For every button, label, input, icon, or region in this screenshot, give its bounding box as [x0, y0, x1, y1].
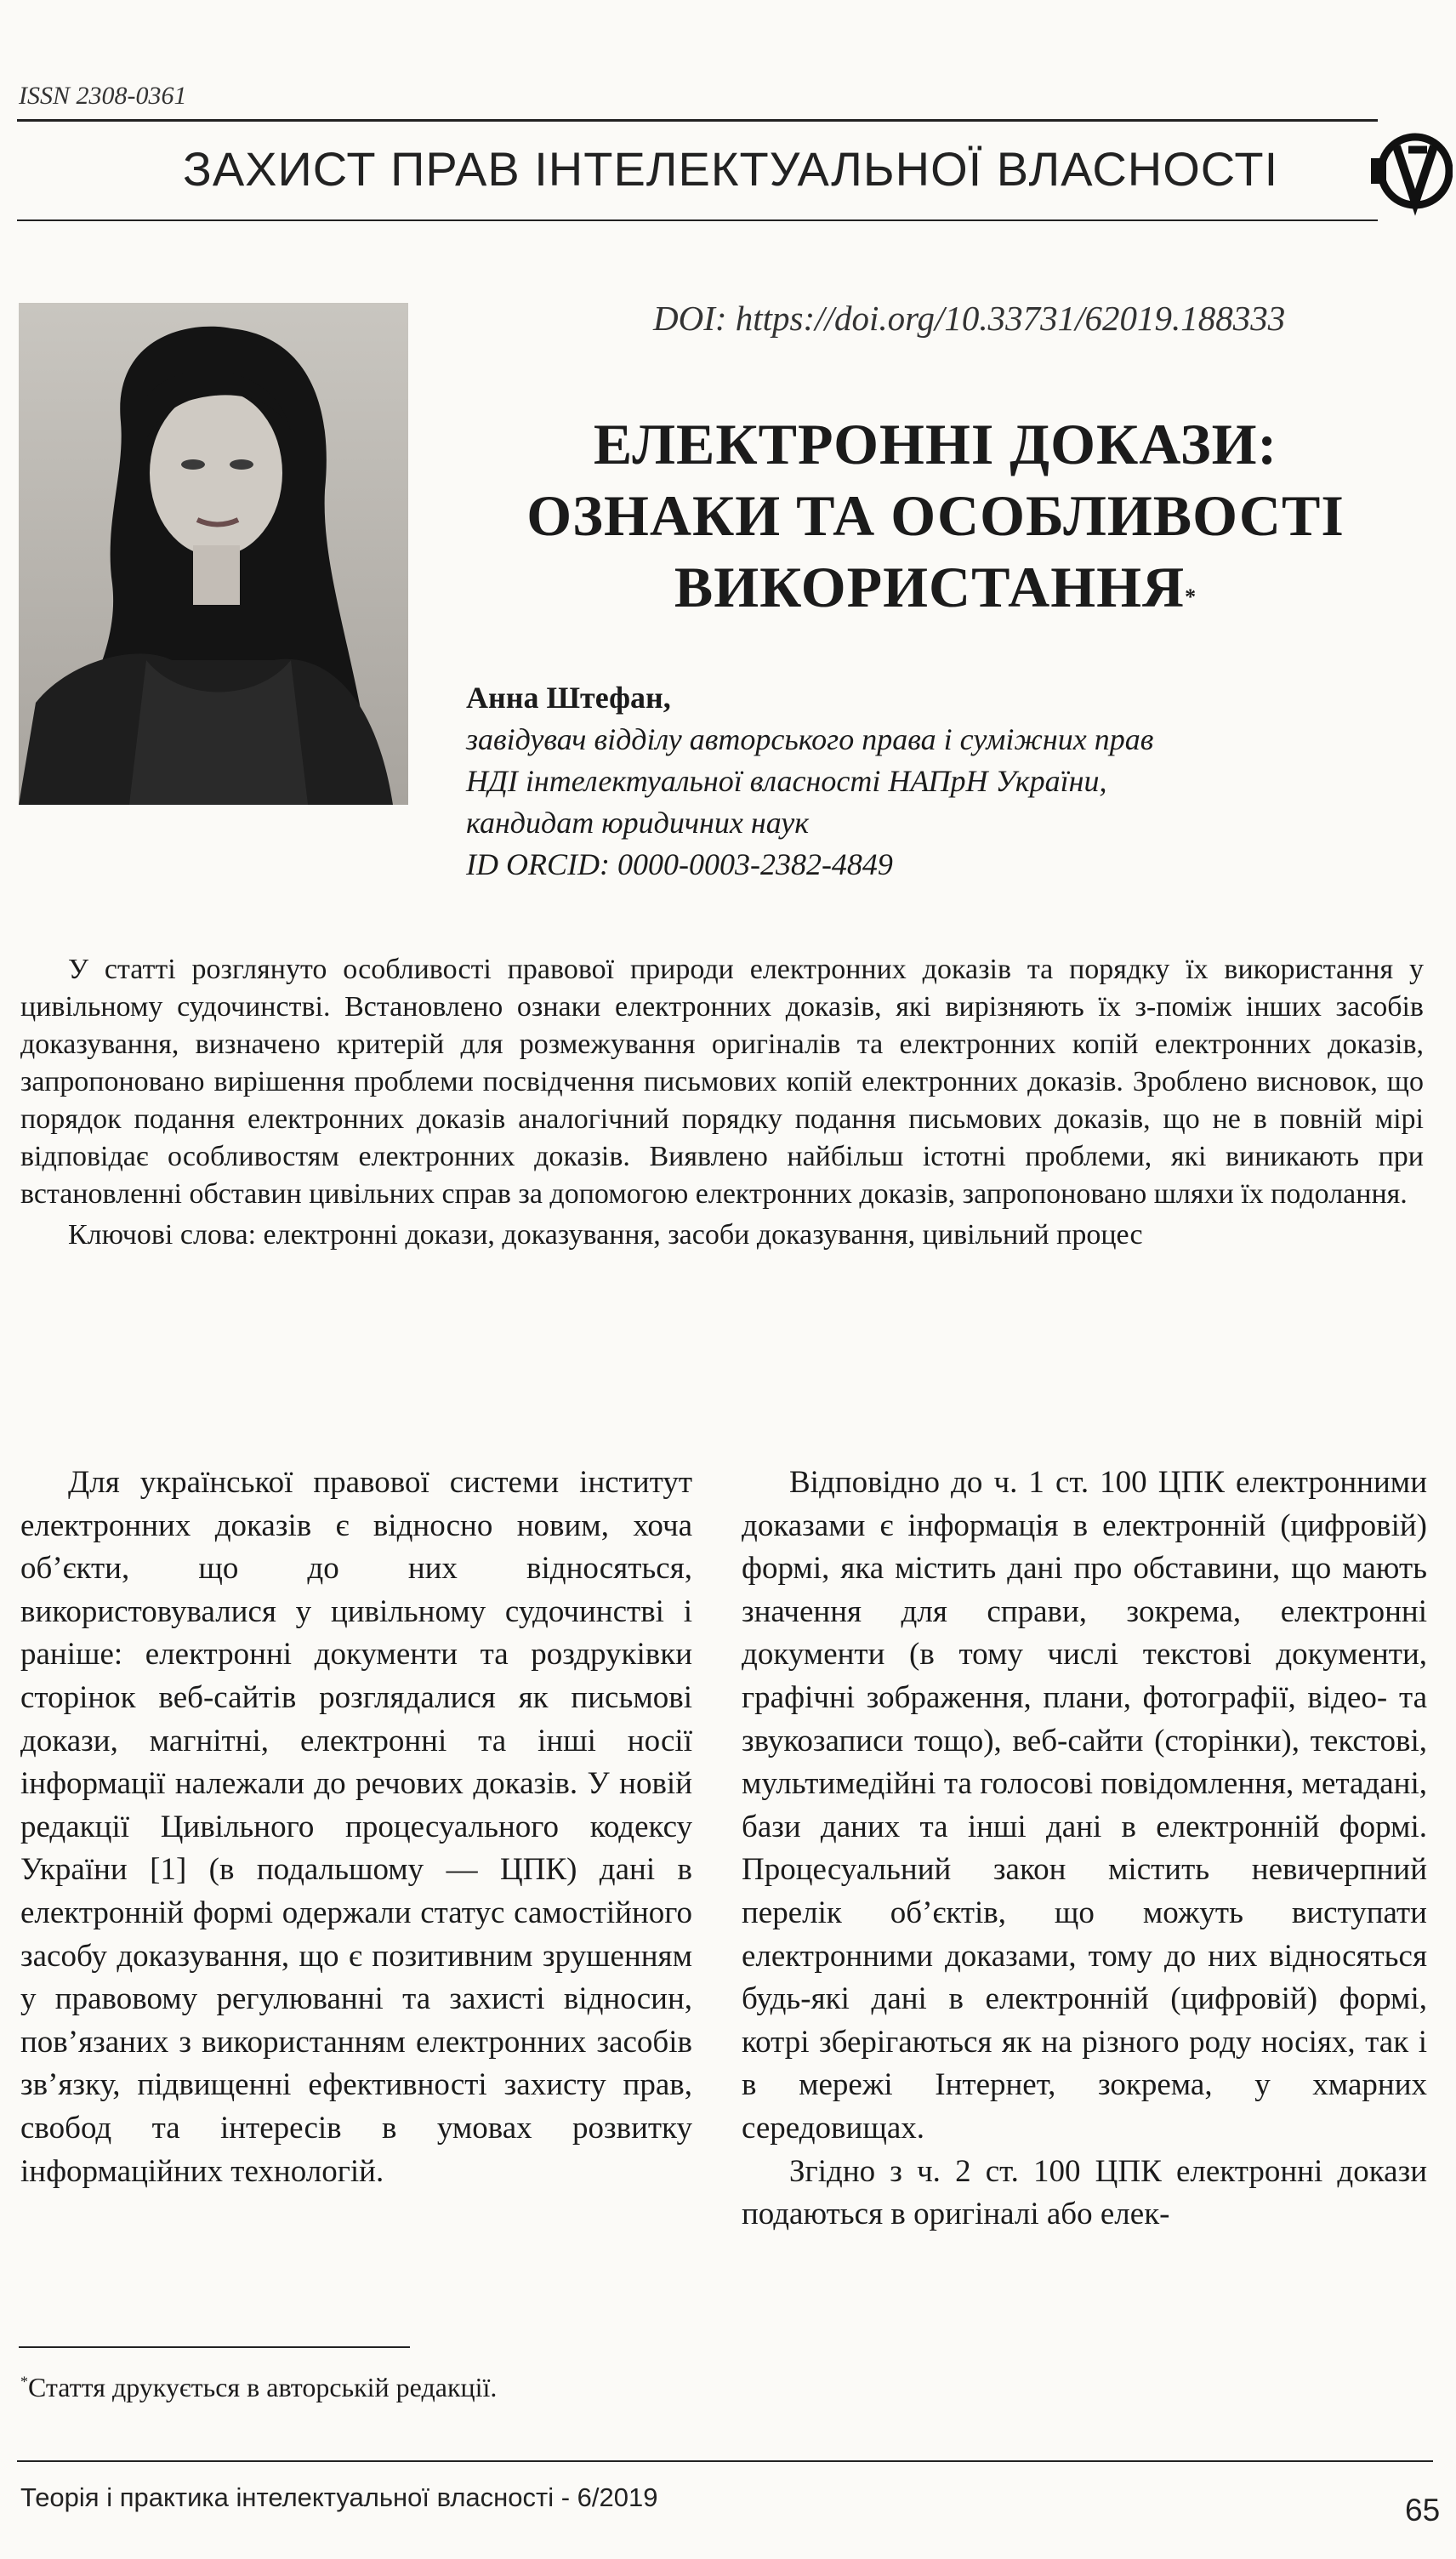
title-line-3-text: ВИКОРИСТАННЯ: [674, 555, 1186, 619]
body-column-left: [20, 1462, 692, 2193]
page-number: 65: [1405, 2493, 1441, 2528]
author-degree: кандидат юридичних наук: [466, 806, 810, 840]
author-name: Анна Штефан,: [466, 681, 671, 715]
author-orcid: ID ORCID: 0000-0003-2382-4849: [466, 847, 893, 881]
footer-rule: [17, 2460, 1433, 2462]
article-title: [459, 408, 1412, 623]
author-block: [466, 677, 1153, 886]
journal-name: Теорія і практика інтелектуальної власності - 6/2019: [20, 2482, 658, 2512]
body-paragraph: Відповідно до ч. 1 ст. 100 ЦПК електронними доказами є інформація в електронній (цифровій) формі, яка містить дані про обставини, що мають значення для справи, зокрема, електронні документи (в тому числі текстові документи, графічні зображення, плани, фотографії, відео- та звукозаписи тощо), веб-сайти (сторінки), текстові, мультимедійні та голосові повідомлення, метадані, бази даних та інші дані в електронній формі. Процесуальний закон містить невичерпний перелік об’єктів, що можуть виступати електронними доказами, тому до них відносяться будь-які дані в електронній (цифровій) формі, котрі зберігаються як на різного роду носіях, так і в мережі Інтернет, зокрема, у хмарних середовищах.: [742, 1465, 1427, 2146]
body-paragraph: Згідно з ч. 2 ст. 100 ЦПК електронні докази подаються в оригіналі або елек-: [742, 2153, 1427, 2232]
section-title: ЗАХИСТ ПРАВ ІНТЕЛЕКТУАЛЬНОЇ ВЛАСНОСТІ: [183, 142, 1279, 196]
abstract-text: У статті розглянуто особливості правової природи електронних доказів та порядку їх використання у цивільному судочинстві. Встановлено ознаки електронних доказів, які вирізняють їх з-поміж інших засобів доказування, визначено критерій для розмежування оригіналів та електронних копій електронних доказів, запропоновано вирішення проблеми посвідчення письмових копій електронних доказів. Зроблено висновок, що порядок подання електронних доказів аналогічний порядку подання письмових доказів, що не в повній мірі відповідає особливостям електронних доказів. Виявлено найбільш істотні проблеми, які виникають при встановленні обставин цивільних справ за допомогою електронних доказів, запропоновано шляхи їх подолання.: [20, 954, 1424, 1210]
title-line-3: [459, 551, 1412, 623]
author-institution: НДІ інтелектуальної власності НАПрН України,: [466, 764, 1107, 798]
footnote: [20, 2372, 497, 2403]
title-line-2: ОЗНАКИ ТА ОСОБЛИВОСТІ: [526, 483, 1345, 548]
issn-label: ISSN 2308-0361: [19, 82, 187, 110]
author-photo: [19, 303, 408, 805]
body-paragraph: Для української правової системи інститут електронних доказів є відносно новим, хоча об’єкти, що до них відносяться, використовувалися у цивільному судочинстві і раніше: електронні документи та роздруківки сторінок веб-сайтів розглядалися як письмові докази, магнітні, електронні та інші носії інформації належали до речових доказів. У новій редакції Цивільного процесуального кодексу України [1] (в подальшому — ЦПК) дані в електронній формі одержали статус самостійного засобу доказування, що є позитивним зрушенням у правовому регулюванні та захисті відносин, пов’язаних з використанням електронних засобів зв’язку, підвищенні ефективності захисту прав, свобод та інтересів в умовах розвитку інформаційних технологій.: [20, 1465, 692, 2189]
header-rule-bottom: [17, 219, 1378, 221]
abstract: [20, 951, 1424, 1254]
body-column-right: [742, 1462, 1427, 2237]
author-position: завідувач відділу авторського права і суміжних прав: [466, 722, 1154, 756]
title-footnote-mark: *: [1185, 584, 1197, 609]
title-line-1: ЕЛЕКТРОННІ ДОКАЗИ:: [593, 412, 1278, 476]
keywords: Ключові слова: електронні докази, доказування, засоби доказування, цивільний процес: [68, 1219, 1143, 1251]
footnote-rule: [19, 2346, 410, 2348]
footnote-mark: *: [20, 2373, 28, 2391]
header-rule-top: [17, 119, 1378, 122]
journal-logo-icon: [1371, 124, 1453, 218]
footnote-text: Стаття друкується в авторській редакції.: [28, 2372, 498, 2402]
doi-link[interactable]: DOI: https://doi.org/10.33731/62019.188333: [653, 299, 1286, 338]
